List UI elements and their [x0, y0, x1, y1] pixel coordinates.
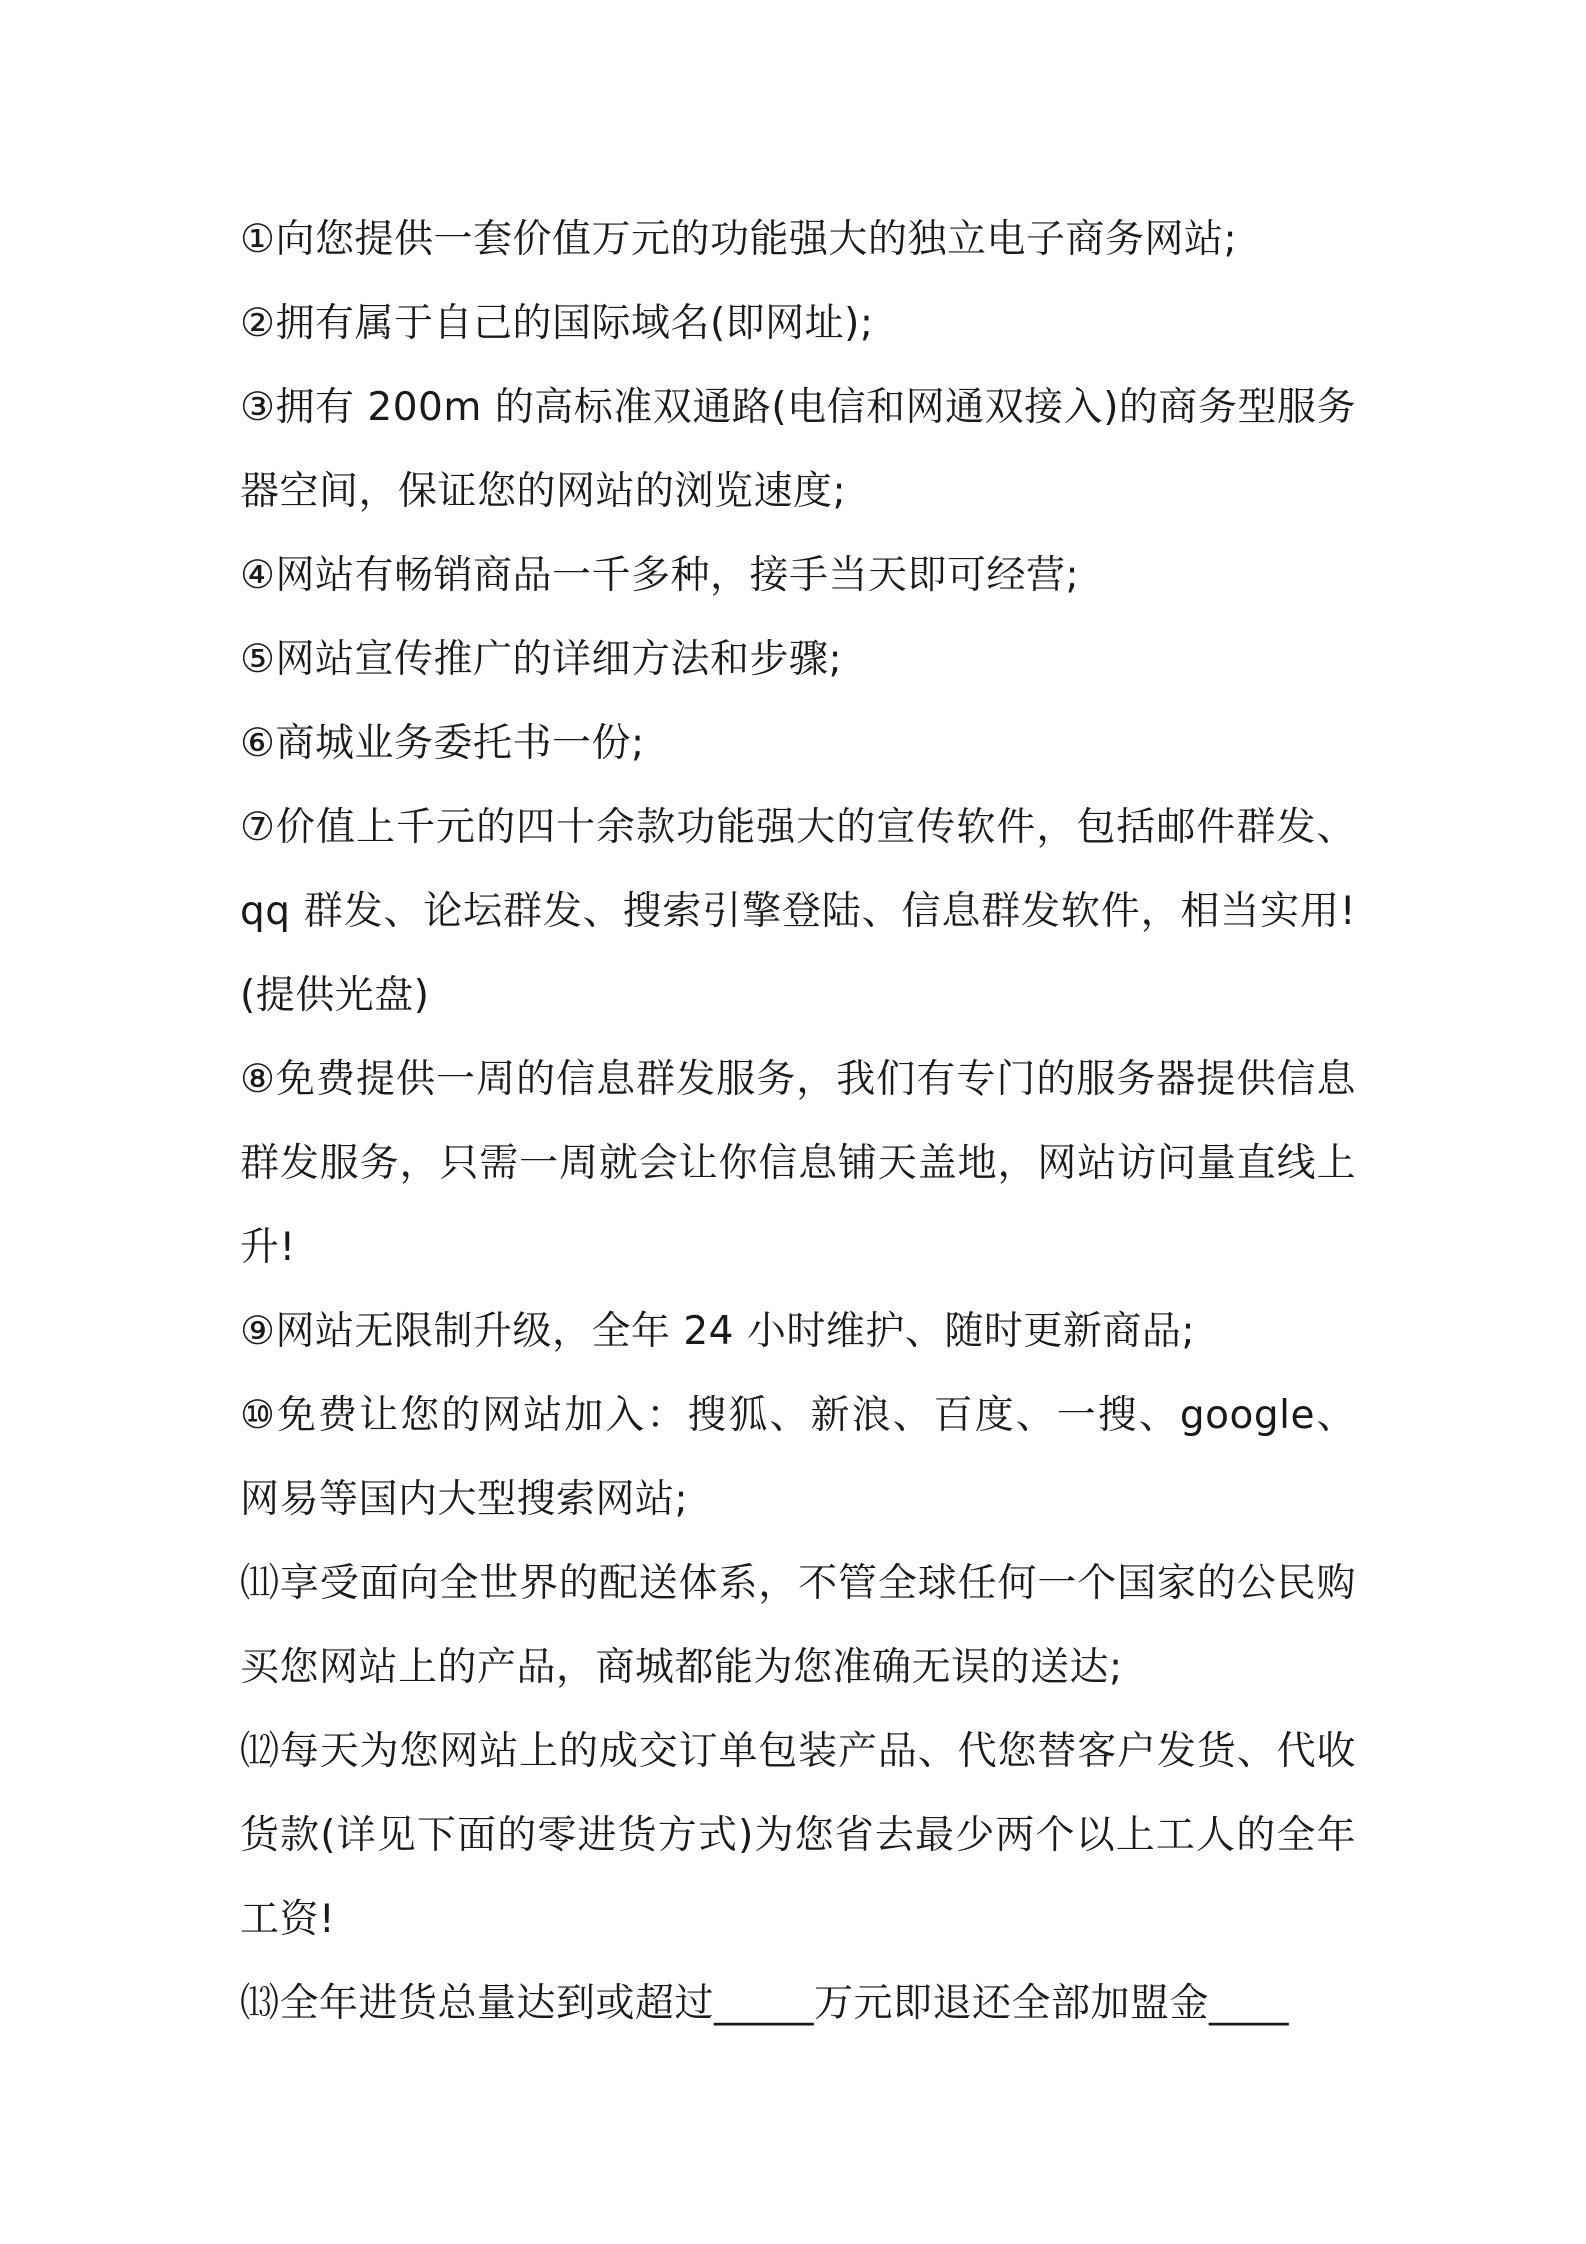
list-item-5: ⑤网站宣传推广的详细方法和步骤;	[240, 637, 843, 682]
list-item-2: ②拥有属于自己的国际域名(即网址);	[240, 301, 874, 346]
list-item-1: ①向您提供一套价值万元的功能强大的独立电子商务网站;	[240, 217, 1238, 262]
list-item-13: ⒀全年进货总量达到或超过_____万元即退还全部加盟金____	[240, 1981, 1290, 2026]
list-item-3: ③拥有 200m 的高标准双通路(电信和网通双接入)的商务型服务器空间，保证您的网站的浏览速度;	[240, 385, 1356, 514]
list-item-7: ⑦价值上千元的四十余款功能强大的宣传软件，包括邮件群发、qq 群发、论坛群发、搜索引擎登陆、信息群发软件，相当实用!(提供光盘)	[240, 805, 1356, 1018]
list-item-8: ⑧免费提供一周的信息群发服务，我们有专门的服务器提供信息群发服务，只需一周就会让你信息铺天盖地，网站访问量直线上升!	[240, 1057, 1356, 1270]
list-item-4: ④网站有畅销商品一千多种，接手当天即可经营;	[240, 553, 1080, 598]
list-item-9: ⑨网站无限制升级，全年 24 小时维护、随时更新商品;	[240, 1309, 1196, 1354]
document-body	[240, 198, 1356, 2046]
list-item-6: ⑥商城业务委托书一份;	[240, 721, 645, 766]
list-item-11: ⑾享受面向全世界的配送体系，不管全球任何一个国家的公民购买您网站上的产品，商城都能为您准确无误的送达;	[240, 1561, 1356, 1690]
list-item-12: ⑿每天为您网站上的成交订单包装产品、代您替客户发货、代收货款(详见下面的零进货方式)为您省去最少两个以上工人的全年工资!	[240, 1729, 1356, 1942]
list-item-10: ⑩免费让您的网站加入：搜狐、新浪、百度、一搜、google、网易等国内大型搜索网站;	[240, 1393, 1356, 1522]
